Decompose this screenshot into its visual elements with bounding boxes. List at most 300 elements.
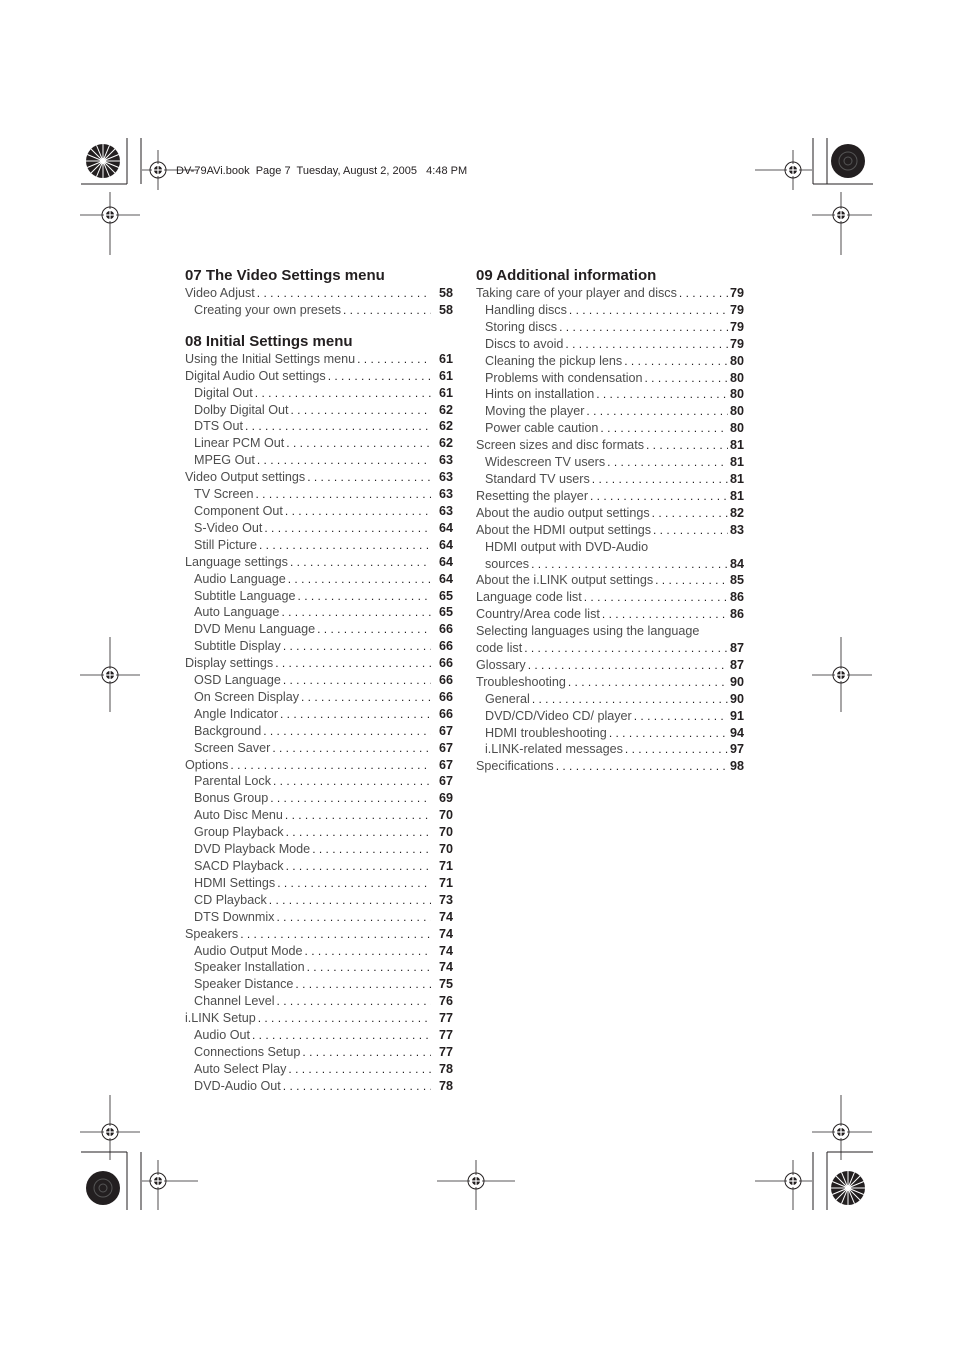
toc-section-09 (476, 266, 744, 775)
dot-leader (283, 638, 431, 655)
toc-entry-page: 80 (729, 404, 744, 419)
dot-leader (269, 892, 431, 909)
dot-leader (590, 488, 728, 505)
toc-entry-page: 98 (729, 759, 744, 774)
toc-entry (476, 370, 744, 387)
toc-entry-page: 84 (729, 556, 744, 571)
dot-leader (264, 520, 431, 537)
toc-entry-page: 76 (438, 994, 453, 1009)
section-title: 08 Initial Settings menu (185, 332, 353, 350)
dot-leader (600, 420, 728, 437)
toc-entry-label: Cleaning the pickup lens (485, 353, 623, 368)
toc-entry (185, 706, 453, 723)
toc-entry-label: OSD Language (194, 673, 281, 688)
toc-entry-page: 70 (438, 842, 453, 857)
dot-leader (281, 604, 431, 621)
toc-entry-label: Bonus Group (194, 791, 269, 806)
toc-entry (476, 556, 744, 573)
dot-leader (275, 655, 431, 672)
toc-entry-page: 63 (438, 453, 453, 468)
toc-entry-label: Audio Out (194, 1028, 251, 1043)
toc-entry-page: 94 (729, 725, 744, 740)
toc-entry (476, 572, 744, 589)
toc-entry-page: 67 (438, 740, 453, 755)
toc-entry (185, 571, 453, 588)
dot-leader (245, 418, 431, 435)
toc-entry (476, 522, 744, 539)
toc-entry (476, 674, 744, 691)
toc-entry-label: Options (185, 757, 229, 772)
toc-entry-label: Auto Select Play (194, 1061, 287, 1076)
dot-leader (298, 588, 431, 605)
toc-entry-page: 70 (438, 825, 453, 840)
toc-entry-label: Moving the player (485, 404, 585, 419)
section-title: 09 Additional information (476, 267, 657, 284)
toc-entry-label: Still Picture (194, 537, 257, 552)
toc-entry-label: DTS Downmix (194, 909, 275, 924)
toc-entry-label: Using the Initial Settings menu (185, 351, 356, 366)
dot-leader (655, 572, 728, 589)
toc-entry-label: Problems with condensation (485, 370, 643, 385)
toc-entry-page: 77 (438, 1028, 453, 1043)
dot-leader (634, 708, 728, 725)
toc-entry-label: Video Output settings (185, 470, 306, 485)
toc-entry-label: HDMI troubleshooting (485, 725, 607, 740)
toc-entry (185, 892, 453, 909)
toc-entry (476, 319, 744, 336)
toc-entry-label: Taking care of your player and discs (476, 286, 677, 300)
toc-entry-label: Speaker Distance (194, 977, 294, 992)
toc-entry (185, 1027, 453, 1044)
toc-entry-page: 81 (729, 455, 744, 470)
toc-entry-label: DTS Out (194, 419, 243, 434)
toc-entry-page: 79 (729, 286, 744, 300)
toc-entry-page: 87 (729, 641, 744, 656)
dot-leader (240, 926, 431, 943)
toc-entry (476, 640, 744, 657)
toc-entry-page: 70 (438, 808, 453, 823)
toc-entry-page: 78 (438, 1061, 453, 1076)
toc-entry (185, 385, 453, 402)
toc-entry-label: DVD Menu Language (194, 622, 316, 637)
toc-entry (185, 1061, 453, 1078)
slug-date: Tuesday, August 2, 2005 (296, 165, 417, 177)
toc-entry-label: About the i.LINK output settings (476, 573, 654, 588)
toc-entry-label: Digital Audio Out settings (185, 368, 326, 383)
toc-entry (185, 943, 453, 960)
dot-leader (559, 319, 728, 336)
toc-entry-page: 87 (729, 657, 744, 672)
toc-entry-label: Linear PCM Out (194, 436, 285, 451)
toc-entry-label: Subtitle Display (194, 639, 281, 654)
dot-leader (255, 385, 431, 402)
toc-entry (476, 589, 744, 606)
dot-leader (679, 285, 728, 302)
toc-entry (185, 909, 453, 926)
toc-entry-page: 67 (438, 774, 453, 789)
toc-entry (476, 454, 744, 471)
dot-leader (273, 773, 431, 790)
toc-entry (185, 368, 453, 385)
dot-leader (286, 824, 431, 841)
dot-leader (272, 740, 431, 757)
dot-leader (291, 402, 432, 419)
toc-entry (185, 926, 453, 943)
toc-entry-label: Language code list (476, 590, 582, 605)
slug-file: DV-79AVi.book (176, 165, 250, 177)
toc-entry (476, 353, 744, 370)
dot-leader (259, 537, 431, 554)
toc-entry-label: HDMI Settings (194, 875, 276, 890)
dot-leader (653, 522, 728, 539)
toc-entry (185, 773, 453, 790)
toc-entry-label: MPEG Out (194, 453, 255, 468)
toc-entry (185, 604, 453, 621)
toc-section-07 (185, 266, 453, 319)
toc-entry (185, 757, 453, 774)
toc-entry (185, 469, 453, 486)
toc-entry-page: 77 (438, 1044, 453, 1059)
toc-entry-page: 80 (729, 387, 744, 402)
toc-entry-page: 79 (729, 336, 744, 351)
dot-leader (328, 368, 431, 385)
dot-leader (596, 386, 728, 403)
toc-entry-page: 64 (438, 554, 453, 569)
toc-entry (476, 488, 744, 505)
toc-entry (185, 740, 453, 757)
toc-entry-page: 79 (729, 302, 744, 317)
dot-leader (277, 875, 431, 892)
dot-leader (256, 486, 432, 503)
toc-entry-page: 66 (438, 622, 453, 637)
toc-entry-page: 90 (729, 691, 744, 706)
toc-entry-label: Country/Area code list (476, 607, 600, 622)
toc-entry (476, 386, 744, 403)
dot-leader (625, 741, 728, 758)
toc-entry (185, 807, 453, 824)
toc-entry-label: TV Screen (194, 487, 254, 502)
toc-entry-label: Speaker Installation (194, 960, 305, 975)
toc-entry-page: 58 (438, 302, 453, 317)
toc-entry (476, 758, 744, 775)
toc-entry (476, 539, 744, 556)
dot-leader (609, 725, 728, 742)
toc-entry (476, 505, 744, 522)
toc-entry-label: Group Playback (194, 825, 284, 840)
toc-entry (185, 554, 453, 571)
toc-entry (185, 672, 453, 689)
toc-entry-label: Component Out (194, 503, 283, 518)
toc-entry-label: Troubleshooting (476, 674, 566, 689)
dot-leader (283, 1078, 431, 1095)
toc-entry-page: 69 (438, 791, 453, 806)
toc-entry-page: 62 (438, 419, 453, 434)
dot-leader (531, 556, 728, 573)
toc-entry (185, 858, 453, 875)
dot-leader (592, 471, 728, 488)
toc-entry-label: Screen Saver (194, 740, 271, 755)
toc-entries (476, 285, 744, 775)
toc-entry (185, 790, 453, 807)
dot-leader (277, 993, 431, 1010)
toc-entry-page: 63 (438, 470, 453, 485)
toc-entry-label: Widescreen TV users (485, 455, 606, 470)
dot-leader (568, 674, 728, 691)
toc-entry-page: 77 (438, 1011, 453, 1026)
dot-leader (307, 469, 431, 486)
toc-entry-label: Hints on installation (485, 387, 595, 402)
toc-entry-page: 58 (438, 286, 453, 300)
toc-entry-page: 86 (729, 607, 744, 622)
dot-leader (230, 757, 431, 774)
toc-entry (185, 402, 453, 419)
toc-entry-label: Dolby Digital Out (194, 402, 289, 417)
toc-entry-label: code list (476, 641, 523, 656)
toc-entry-page: 64 (438, 537, 453, 552)
toc-entries (185, 285, 453, 319)
toc-entry-label: SACD Playback (194, 859, 284, 873)
toc-entry-page: 65 (438, 605, 453, 620)
toc-entry (185, 486, 453, 503)
dot-leader (258, 1010, 431, 1027)
toc-entry (476, 708, 744, 725)
toc-entry-label: Digital Out (194, 385, 253, 400)
toc-entry-page: 64 (438, 571, 453, 586)
toc-entry-label: Selecting languages using the language (476, 624, 700, 639)
dot-leader (317, 621, 431, 638)
toc-entry-label: DVD/CD/Video CD/ player (485, 708, 632, 723)
toc-entry-label: Speakers (185, 926, 239, 941)
toc-entry-page: 66 (438, 639, 453, 654)
toc-entry-page: 66 (438, 656, 453, 671)
toc-entry-label: i.LINK Setup (185, 1011, 256, 1026)
toc-entry-label: On Screen Display (194, 689, 299, 704)
toc-entry (476, 725, 744, 742)
dot-leader (343, 302, 431, 319)
toc-entry-page: 80 (729, 370, 744, 385)
toc-entry (185, 959, 453, 976)
toc-entry (476, 420, 744, 437)
dot-leader (288, 571, 431, 588)
toc-left-column (185, 266, 453, 1108)
toc-entry-page: 71 (438, 875, 453, 890)
toc-entry-page: 67 (438, 757, 453, 772)
toc-entry (185, 285, 453, 302)
toc-entry (185, 520, 453, 537)
print-slug (176, 165, 467, 177)
toc-entry-page: 78 (438, 1078, 453, 1093)
toc-entry-label: Video Adjust (185, 286, 255, 300)
toc-entry-page: 86 (729, 590, 744, 605)
toc-entry-label: Auto Language (194, 605, 280, 620)
toc-entry-label: Audio Language (194, 571, 286, 586)
slug-time: 4:48 PM (426, 165, 468, 177)
toc-entry (185, 588, 453, 605)
dot-leader (646, 437, 728, 454)
toc-entry (476, 336, 744, 353)
toc-entry (185, 841, 453, 858)
toc-entry-page: 75 (438, 977, 453, 992)
toc-entry-label: Standard TV users (485, 471, 590, 486)
dot-leader (286, 858, 431, 875)
dot-leader (263, 723, 431, 740)
toc-entry-label: Screen sizes and disc formats (476, 438, 644, 453)
slug-page: Page 7 (255, 165, 291, 177)
dot-leader (305, 943, 431, 960)
toc-entry-page: 66 (438, 689, 453, 704)
toc-entry-page: 83 (729, 522, 744, 537)
dot-leader (528, 657, 728, 674)
toc-entry-label: General (485, 691, 530, 706)
dot-leader (357, 351, 431, 368)
toc-entry-label: i.LINK-related messages (485, 742, 623, 757)
toc-entry-label: HDMI output with DVD-Audio (485, 539, 649, 554)
toc-section-08 (185, 332, 453, 1095)
toc-entry-label: Storing discs (485, 319, 558, 334)
toc-entry-label: sources (485, 556, 530, 571)
toc-entry (476, 606, 744, 623)
dot-leader (276, 909, 431, 926)
toc-entry-page: 74 (438, 960, 453, 975)
toc-entry (185, 503, 453, 520)
dot-leader (312, 841, 431, 858)
toc-entry (185, 824, 453, 841)
toc-entry (185, 435, 453, 452)
dot-leader (584, 589, 728, 606)
toc-entry-page: 73 (438, 892, 453, 907)
toc-entry-label: Audio Output Mode (194, 943, 303, 958)
toc-entry-page: 79 (729, 319, 744, 334)
dot-leader (602, 606, 728, 623)
toc-entry (185, 689, 453, 706)
toc-entry-page: 80 (729, 353, 744, 368)
dot-leader (645, 370, 728, 387)
toc-entry-page: 62 (438, 436, 453, 451)
dot-leader (586, 403, 728, 420)
dot-leader (257, 452, 431, 469)
dot-leader (283, 672, 431, 689)
toc-entry-label: Resetting the player (476, 488, 589, 503)
dot-leader (307, 959, 431, 976)
toc-entry-page: 81 (729, 471, 744, 486)
dot-leader (285, 503, 431, 520)
toc-entry-page: 85 (729, 573, 744, 588)
dot-leader (252, 1027, 431, 1044)
toc-entry-label: Display settings (185, 656, 274, 671)
dot-leader (285, 807, 431, 824)
toc-entry (185, 875, 453, 892)
toc-entry-page: 61 (438, 351, 453, 366)
toc-entry-page: 62 (438, 402, 453, 417)
toc-entry (185, 351, 453, 368)
dot-leader (532, 691, 728, 708)
toc-right-column (476, 266, 744, 788)
toc-entry-page: 61 (438, 368, 453, 383)
dot-leader (295, 976, 431, 993)
dot-leader (524, 640, 728, 657)
toc-entries (185, 351, 453, 1095)
toc-entry (476, 623, 744, 640)
toc-entry-label: Connections Setup (194, 1044, 301, 1059)
toc-entry-page: 81 (729, 488, 744, 503)
toc-entry (476, 302, 744, 319)
toc-entry (185, 302, 453, 319)
toc-entry-page: 65 (438, 588, 453, 603)
toc-entry (476, 285, 744, 302)
toc-entry (185, 1078, 453, 1095)
toc-entry-page: 64 (438, 520, 453, 535)
toc-entry-label: Handling discs (485, 302, 567, 317)
toc-entry (185, 976, 453, 993)
dot-leader (301, 689, 431, 706)
toc-entry-page: 74 (438, 943, 453, 958)
dot-leader (280, 706, 431, 723)
toc-entry-label: Creating your own presets (194, 302, 341, 317)
section-title: 07 The Video Settings menu (185, 267, 385, 284)
toc-entry (476, 741, 744, 758)
dot-leader (286, 435, 431, 452)
toc-entry (185, 537, 453, 554)
toc-entry-label: Subtitle Language (194, 588, 296, 603)
toc-entry-label: Angle Indicator (194, 706, 279, 721)
toc-entry-label: Glossary (476, 657, 526, 672)
toc-entry (185, 1010, 453, 1027)
toc-entry-label: Specifications (476, 759, 554, 774)
toc-entry-label: CD Playback (194, 892, 267, 907)
toc-entry-label: Parental Lock (194, 774, 272, 789)
toc-entry-page: 63 (438, 503, 453, 518)
toc-entry (185, 1044, 453, 1061)
dot-leader (257, 285, 431, 302)
toc-entry (185, 621, 453, 638)
toc-entry-label: Power cable caution (485, 421, 599, 436)
toc-entry-page: 66 (438, 706, 453, 721)
dot-leader (302, 1044, 431, 1061)
dot-leader (565, 336, 728, 353)
toc-entry (185, 655, 453, 672)
toc-entry (185, 452, 453, 469)
dot-leader (607, 454, 728, 471)
dot-leader (652, 505, 728, 522)
toc-entry-page: 67 (438, 723, 453, 738)
dot-leader (288, 1061, 431, 1078)
toc-entry-page: 81 (729, 438, 744, 453)
toc-entry-page: 71 (438, 859, 453, 873)
dot-leader (290, 554, 431, 571)
toc-entry-label: Background (194, 723, 262, 738)
toc-entry-page: 82 (729, 505, 744, 520)
dot-leader (624, 353, 728, 370)
toc-entry (185, 993, 453, 1010)
toc-entry-label: About the HDMI output settings (476, 522, 652, 537)
toc-entry-page: 91 (729, 708, 744, 723)
toc-entry-label: Auto Disc Menu (194, 808, 283, 823)
toc-entry-label: Channel Level (194, 994, 275, 1009)
toc-entry (476, 657, 744, 674)
dot-leader (556, 758, 728, 775)
toc-entry-label: DVD Playback Mode (194, 842, 311, 857)
toc-entry-page: 74 (438, 926, 453, 941)
toc-entry-label: S-Video Out (194, 520, 263, 535)
toc-entry-label: About the audio output settings (476, 505, 650, 520)
toc-entry-page: 80 (729, 421, 744, 436)
toc-entry (185, 638, 453, 655)
toc-entry (476, 437, 744, 454)
toc-entry-page: 74 (438, 909, 453, 924)
dot-leader (569, 302, 728, 319)
toc-entry (185, 723, 453, 740)
toc-entry-page: 90 (729, 674, 744, 689)
